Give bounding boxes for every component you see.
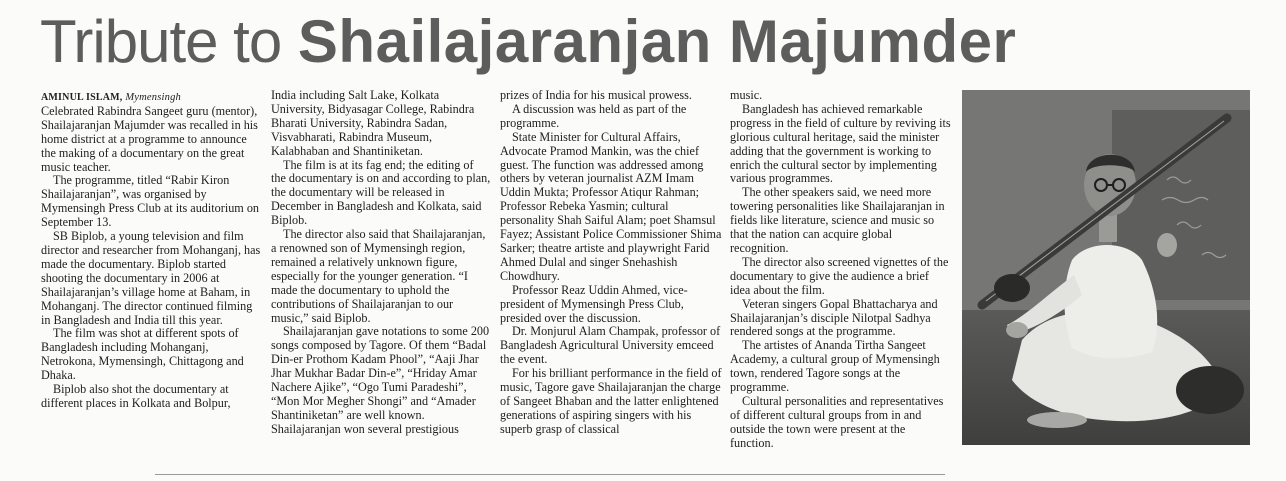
- paragraph: Celebrated Rabindra Sangeet guru (mentor), Shailajaranjan Majumder was recalled in his home district at a programme to announce the making of a documentary on the great music teacher.: [41, 103, 258, 174]
- paragraph: The programme, titled “Rabir Kiron Shailajaranjan”, was organised by Mymensingh Press Club at its auditorium on September 13.: [41, 173, 260, 230]
- paragraph: SB Biplob, a young television and film director and researcher from Mohanganj, has made the documentary. Biplob started shooting the documentary in 2006 at Shailajaranjan’s village home at Baham, in Mohanganj. The director continued filming in Bangladesh and India till this year.: [41, 229, 261, 327]
- byline: [41, 91, 263, 105]
- paragraph: Professor Reaz Uddin Ahmed, vice-president of Mymensingh Press Club, presided over the discussion.: [500, 282, 688, 325]
- bottom-rule: [155, 474, 945, 475]
- article-column-3: [500, 89, 722, 437]
- paragraph: A discussion was held as part of the programme.: [500, 101, 687, 130]
- paragraph: The film was shot at different spots of Bangladesh including Mohanganj, Netrokona, Mymensingh, Chittagong and Dhaka.: [41, 326, 244, 383]
- byline-author: AMINUL ISLAM,: [41, 92, 123, 103]
- article-column-2: [271, 89, 491, 437]
- paragraph: The artistes of Ananda Tirtha Sangeet Academy, a cultural group of Mymensingh town, rendered Tagore songs at the programme.: [730, 338, 940, 395]
- paragraph: State Minister for Cultural Affairs, Advocate Pramod Mankin, was the chief guest. The function was addressed among others by veteran journalist AZM Imam Uddin Mukta; Professor Atiqur Rahman; Professor Rebeka Yasmin; cultural personality Shah Saiful Alam; poet Shamsul Fayez; Assistant Police Commissioner Shima Sarker; theatre artiste and playwright Farid Ahmed Dulal and singer Snehashish Chowdhury.: [500, 129, 722, 283]
- paragraph: The film is at its fag end; the editing of the documentary is on and according to plan, the documentary will be released in December in Bangladesh and Kolkata, said Biplob.: [271, 157, 491, 228]
- paragraph: The director also screened vignettes of the documentary to give the audience a brief idea about the film.: [730, 254, 949, 297]
- paragraph: The director also said that Shailajaranjan, a renowned son of Mymensingh region, remained a relatively unknown figure, especially for the younger generation. “I made the documentary to uphold the contributions of Shailajaranjan to our music,” said Biplob.: [271, 227, 486, 325]
- headline-light: Tribute to: [40, 8, 282, 75]
- paragraph: Biplob also shot the documentary at different places in Kolkata and Bolpur,: [41, 382, 231, 410]
- headline: [40, 8, 1017, 75]
- article-column-4: [730, 89, 952, 451]
- musician-photo: [962, 90, 1250, 445]
- paragraph: music.: [730, 88, 763, 102]
- paragraph: Shailajaranjan gave notations to some 200 songs composed by Tagore. Of them “Badal Din-er Prothom Kadam Phool”, “Aaji Jhar Jhar Mukhar Badar Din-e”, “Hriday Amar Nachere Ajike”, “Ogo Tumi Paradeshi”, “Mon Mor Megher Shongi” and “Amader Shantiniketan” are well known. Shailajaranjan won several prestigious: [271, 324, 490, 436]
- paragraph: India including Salt Lake, Kolkata University, Bidyasagar College, Rabindra Bharati University, Rabindra Sadan, Visvabharati, Rabindra Museum, Kalabhaban and Shantiniketan.: [271, 88, 475, 158]
- paragraph: Veteran singers Gopal Bhattacharya and Shailajaranjan’s disciple Nilotpal Sadhya rendered songs at the programme.: [730, 296, 938, 339]
- article-column-1: [41, 91, 263, 411]
- paragraph: For his brilliant performance in the field of music, Tagore gave Shailajaranjan the charge of Sangeet Bhaban and the latter enlightened generations of aspiring singers with his superb grasp of classical: [500, 366, 722, 436]
- paragraph: Dr. Monjurul Alam Champak, professor of Bangladesh Agricultural University emceed the event.: [500, 324, 721, 367]
- paragraph: The other speakers said, we need more towering personalities like Shailajaranjan in fields like literature, science and music so that the nation can acquire global recognition.: [730, 185, 945, 255]
- paragraph: Cultural personalities and representatives of different cultural groups from in and outside the town were present at the function.: [730, 393, 944, 450]
- headline-bold: Shailajaranjan Majumder: [297, 8, 1017, 75]
- byline-place: Mymensingh: [125, 92, 181, 103]
- paragraph: prizes of India for his musical prowess.: [500, 88, 692, 102]
- paragraph: Bangladesh has achieved remarkable progress in the field of culture by reviving its glorious cultural heritage, said the minister adding that the government is working to enrich the cultural sector by implementing various programmes.: [730, 101, 951, 186]
